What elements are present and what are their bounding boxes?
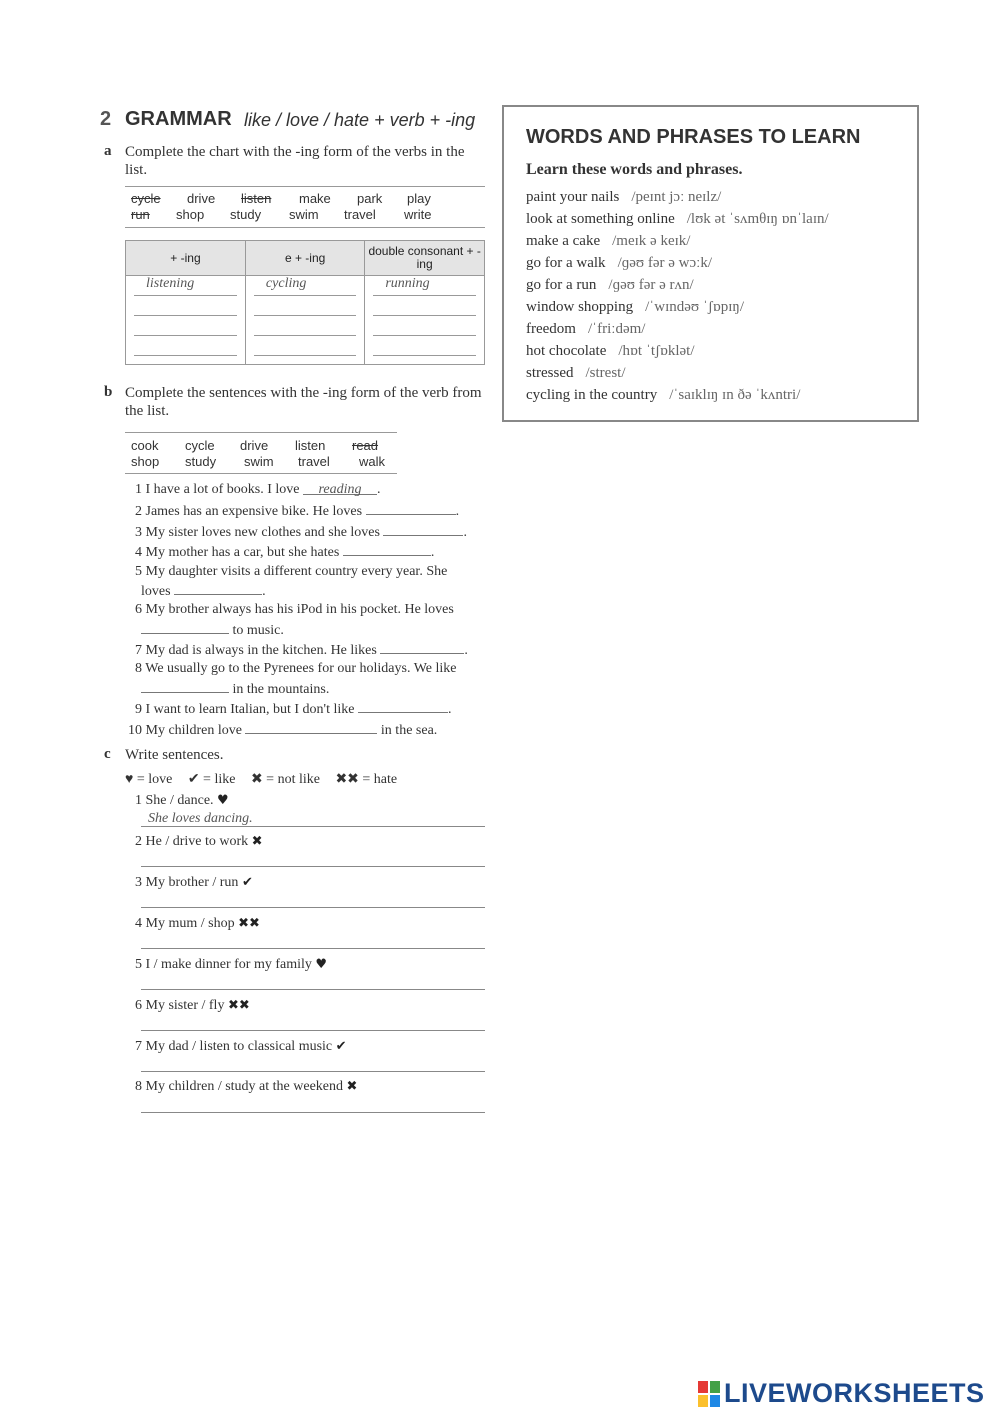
liveworksheets-logo-icon — [698, 1381, 720, 1407]
write-item: 7 My dad / listen to classical music ✔ — [135, 1039, 347, 1054]
answer-blank[interactable] — [343, 541, 431, 556]
sentence-item: 7 My dad is always in the kitchen. He likes . — [125, 639, 468, 660]
chart-blank[interactable] — [254, 336, 356, 356]
write-item: 3 My brother / run ✔ — [135, 875, 253, 890]
word: play — [407, 191, 431, 206]
answer-line[interactable] — [141, 866, 485, 867]
vocab-item: make a cake /meɪk ə keɪk/ — [526, 233, 691, 249]
example-answer: She loves dancing. — [148, 811, 253, 826]
answer-blank[interactable] — [380, 639, 464, 654]
answer-line[interactable] — [141, 948, 485, 949]
answer-line[interactable] — [141, 1030, 485, 1031]
love-icon: ♥ — [217, 793, 229, 808]
chart-blank[interactable] — [373, 336, 476, 356]
vocab-title: WORDS AND PHRASES TO LEARN — [526, 126, 861, 148]
sentence-item: 5 My daughter visits a different country every year. She — [135, 564, 448, 579]
sentence-item: 1 I have a lot of books. I love reading . — [135, 482, 381, 497]
word: swim — [289, 207, 319, 222]
word: cycle — [185, 438, 215, 453]
answer-line[interactable] — [141, 907, 485, 908]
vocab-item: paint your nails /peɪnt jɔː neɪlz/ — [526, 189, 722, 205]
vocab-item: hot chocolate /hɒt ˈtʃɒklət/ — [526, 343, 695, 359]
answer-blank[interactable] — [383, 521, 463, 536]
key-not-like: ✖ = not like — [250, 772, 320, 787]
sentence-item: 2 James has an expensive bike. He loves . — [125, 500, 459, 521]
part-a-letter: a — [104, 143, 112, 159]
answer-line[interactable] — [141, 989, 485, 990]
part-b-instruction: Complete the sentences with the -ing form of the verb from the list. — [125, 385, 482, 419]
chart-blank[interactable] — [134, 316, 237, 336]
answer-blank: reading — [303, 480, 377, 495]
word: run — [131, 207, 150, 222]
word: drive — [187, 191, 216, 206]
chart-example: listening — [134, 276, 237, 296]
chart-blank[interactable] — [373, 316, 476, 336]
chart-example: running — [373, 276, 476, 296]
word: make — [299, 191, 331, 206]
write-item: 2 He / drive to work ✖ — [135, 834, 263, 849]
divider — [125, 227, 485, 228]
not-like-icon: ✖ — [346, 1079, 358, 1094]
love-icon: ♥ — [315, 957, 328, 972]
word: shop — [131, 454, 160, 469]
not-like-icon: ✖ — [251, 834, 263, 849]
word: travel — [298, 454, 330, 469]
word: study — [185, 454, 217, 469]
write-item: 8 My children / study at the weekend ✖ — [135, 1079, 358, 1094]
word: read — [352, 438, 379, 453]
word: travel — [344, 207, 376, 222]
word: cycle — [131, 191, 161, 206]
chart-header: + -ing — [126, 241, 246, 276]
word: write — [404, 207, 432, 222]
write-item: 5 I / make dinner for my family ♥ — [135, 957, 328, 972]
word: swim — [244, 454, 274, 469]
answer-blank[interactable] — [174, 580, 262, 595]
part-b-letter: b — [104, 384, 113, 400]
answer-blank[interactable] — [141, 678, 229, 693]
like-icon: ✔ — [241, 875, 253, 890]
word: drive — [240, 438, 269, 453]
vocab-item: cycling in the country /ˈsaɪklɪŋ ɪn ðə ˈkʌntri/ — [526, 387, 801, 403]
vocab-item: go for a run /ɡəʊ fər ə rʌn/ — [526, 277, 694, 293]
answer-line[interactable] — [141, 1112, 485, 1113]
chart-blank[interactable] — [254, 296, 356, 316]
hate-icon: ✖✖ — [227, 998, 250, 1013]
part-c-letter: c — [104, 746, 111, 762]
chart-example: cycling — [254, 276, 356, 296]
ing-chart — [125, 240, 485, 365]
vocab-subtitle: Learn these words and phrases. — [526, 161, 743, 178]
part-c-instruction: Write sentences. — [125, 747, 224, 763]
divider — [125, 432, 397, 433]
key-love: ♥ = love — [125, 772, 173, 787]
liveworksheets-logo[interactable]: LIVEWORKSHEETS — [724, 1378, 985, 1408]
section-number: 2 — [100, 108, 112, 130]
symbol-key — [125, 771, 397, 788]
key-hate: ✖✖ = hate — [335, 772, 398, 787]
answer-line[interactable] — [141, 826, 485, 827]
sentence-item: 3 My sister loves new clothes and she loves . — [125, 521, 467, 542]
chart-blank[interactable] — [134, 296, 237, 316]
divider — [125, 473, 397, 474]
sentence-item-continued: to music. — [141, 619, 284, 640]
section-title: GRAMMAR — [125, 108, 232, 130]
sentence-item: 9 I want to learn Italian, but I don't like . — [125, 698, 451, 719]
sentence-item: 8 We usually go to the Pyrenees for our holidays. We like — [135, 661, 457, 676]
answer-blank[interactable] — [245, 719, 377, 734]
chart-blank[interactable] — [254, 316, 356, 336]
key-like: ✔ = like — [187, 772, 236, 787]
word: study — [230, 207, 262, 222]
word: listen — [295, 438, 326, 453]
divider — [125, 186, 485, 187]
answer-blank[interactable] — [141, 619, 229, 634]
sentence-item-continued: loves . — [141, 580, 266, 601]
chart-blank[interactable] — [373, 296, 476, 316]
sentence-item: 6 My brother always has his iPod in his pocket. He loves — [135, 602, 454, 617]
word: walk — [359, 454, 386, 469]
word: shop — [176, 207, 205, 222]
like-icon: ✔ — [335, 1039, 347, 1054]
sentence-item: 4 My mother has a car, but she hates . — [125, 541, 434, 562]
answer-blank[interactable] — [366, 500, 456, 515]
sentence-item: 10 My children love in the sea. — [125, 719, 437, 740]
write-item: 4 My mum / shop ✖✖ — [135, 916, 260, 931]
vocab-item: look at something online /lʊk ət ˈsʌmθɪŋ ɒnˈlaɪn/ — [526, 211, 829, 227]
vocab-item: stressed /strest/ — [526, 365, 626, 381]
word: listen — [241, 191, 272, 206]
sentence-item-continued: in the mountains. — [141, 678, 329, 699]
vocab-item: go for a walk /ɡəʊ fər ə wɔːk/ — [526, 255, 713, 271]
vocab-item: window shopping /ˈwɪndəʊ ˈʃɒpɪŋ/ — [526, 299, 744, 315]
answer-blank[interactable] — [358, 698, 448, 713]
word: cook — [131, 438, 159, 453]
part-a-instruction: Complete the chart with the -ing form of the verbs in the list. — [125, 144, 465, 178]
write-item: 6 My sister / fly ✖✖ — [135, 998, 250, 1013]
write-item: 1 She / dance. ♥ — [135, 793, 229, 808]
answer-line[interactable] — [141, 1071, 485, 1072]
vocab-item: freedom /ˈfriːdəm/ — [526, 321, 646, 337]
chart-blank[interactable] — [134, 336, 237, 356]
word: park — [357, 191, 383, 206]
chart-header: e + -ing — [245, 241, 364, 276]
section-subtitle: like / love / hate + verb + -ing — [244, 110, 476, 130]
hate-icon: ✖✖ — [238, 916, 260, 931]
chart-header: double consonant + -ing — [365, 241, 485, 276]
